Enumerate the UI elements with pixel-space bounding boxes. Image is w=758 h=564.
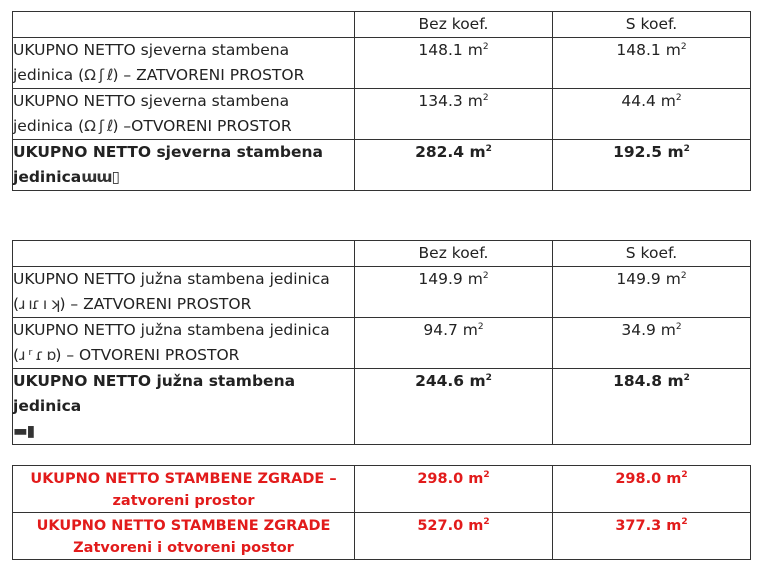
redacted-text: Ω ʃ ℓ xyxy=(84,117,113,135)
row-label-line2: zatvoreni prostor xyxy=(112,493,255,509)
redacted-text: Ω ʃ ℓ xyxy=(84,66,113,84)
value-bez-koef: 94.7 $m^2$ xyxy=(355,318,553,369)
header-s-koef: S koef. xyxy=(553,241,751,267)
table-row xyxy=(13,89,751,140)
row-label xyxy=(13,267,355,318)
redacted-text: ɹ ıɾ ı ʞ xyxy=(19,295,60,313)
row-label xyxy=(13,513,355,560)
row-label xyxy=(13,466,355,513)
table-row xyxy=(13,318,751,369)
value-s-koef: 192.5 $m^2$ xyxy=(553,140,751,191)
table-row-total xyxy=(13,466,751,513)
row-label xyxy=(13,140,355,191)
table-header-row xyxy=(13,12,751,38)
row-label-line1: UKUPNO NETTO južna stambena jedinica xyxy=(13,372,296,415)
table-zgrada-totals xyxy=(12,465,751,560)
row-label-line2 xyxy=(13,419,354,444)
row-label-line1: UKUPNO NETTO STAMBENE ZGRADE xyxy=(36,518,331,534)
table-juzna xyxy=(12,240,751,445)
redacted-text: ɯɯ▯ xyxy=(81,168,120,186)
row-label-line1: UKUPNO NETTO sjeverna stambena xyxy=(13,41,290,59)
table-header-row xyxy=(13,241,751,267)
row-label-line1: UKUPNO NETTO sjeverna stambena xyxy=(13,143,323,161)
value-bez-koef: 527.0 $m^2$ xyxy=(355,513,553,560)
row-label-line2: (ɹ ıɾ ı ʞ) – ZATVORENI PROSTOR xyxy=(13,292,354,317)
row-label-line2: Zatvoreni i otvoreni postor xyxy=(73,540,294,556)
row-label xyxy=(13,318,355,369)
value-s-koef: 34.9 $m^2$ xyxy=(553,318,751,369)
row-label-line2: jedinicaɯɯ▯ xyxy=(13,165,354,190)
header-s-koef: S koef. xyxy=(553,12,751,38)
value-bez-koef: 148.1 $m^2$ xyxy=(355,38,553,89)
value-bez-koef: 244.6 $m^2$ xyxy=(355,369,553,445)
table-row xyxy=(13,267,751,318)
redacted-text: ▬▮ xyxy=(13,422,35,440)
redacted-text: ɹ ʳ ɾ ɒ xyxy=(19,346,56,364)
row-label-line1: UKUPNO NETTO STAMBENE ZGRADE – xyxy=(30,471,337,487)
header-bez-koef: Bez koef. xyxy=(355,12,553,38)
row-label xyxy=(13,369,355,445)
row-label-line1: UKUPNO NETTO južna stambena jedinica xyxy=(13,321,330,339)
value-bez-koef: 282.4 $m^2$ xyxy=(355,140,553,191)
row-label-line1: UKUPNO NETTO južna stambena jedinica xyxy=(13,270,330,288)
value-s-koef: 44.4 $m^2$ xyxy=(553,89,751,140)
table-row-total xyxy=(13,369,751,445)
row-label-line2: (ɹ ʳ ɾ ɒ) – OTVORENI PROSTOR xyxy=(13,343,354,368)
value-bez-koef: 149.9 $m^2$ xyxy=(355,267,553,318)
row-label xyxy=(13,89,355,140)
value-s-koef: 377.3 $m^2$ xyxy=(553,513,751,560)
value-bez-koef: 298.0 $m^2$ xyxy=(355,466,553,513)
row-label xyxy=(13,38,355,89)
row-label-line2: jedinica (Ω ʃ ℓ) – ZATVORENI PROSTOR xyxy=(13,63,354,88)
table-sjeverna xyxy=(12,11,751,191)
table-row-total xyxy=(13,513,751,560)
header-blank-cell xyxy=(13,12,355,38)
table-row-total xyxy=(13,140,751,191)
header-bez-koef: Bez koef. xyxy=(355,241,553,267)
row-label-line1: UKUPNO NETTO sjeverna stambena xyxy=(13,92,290,110)
header-blank-cell xyxy=(13,241,355,267)
value-s-koef: 298.0 $m^2$ xyxy=(553,466,751,513)
row-label-line2: jedinica (Ω ʃ ℓ) –OTVORENI PROSTOR xyxy=(13,114,354,139)
value-s-koef: 149.9 $m^2$ xyxy=(553,267,751,318)
table-row xyxy=(13,38,751,89)
value-s-koef: 184.8 $m^2$ xyxy=(553,369,751,445)
value-s-koef: 148.1 $m^2$ xyxy=(553,38,751,89)
value-bez-koef: 134.3 $m^2$ xyxy=(355,89,553,140)
